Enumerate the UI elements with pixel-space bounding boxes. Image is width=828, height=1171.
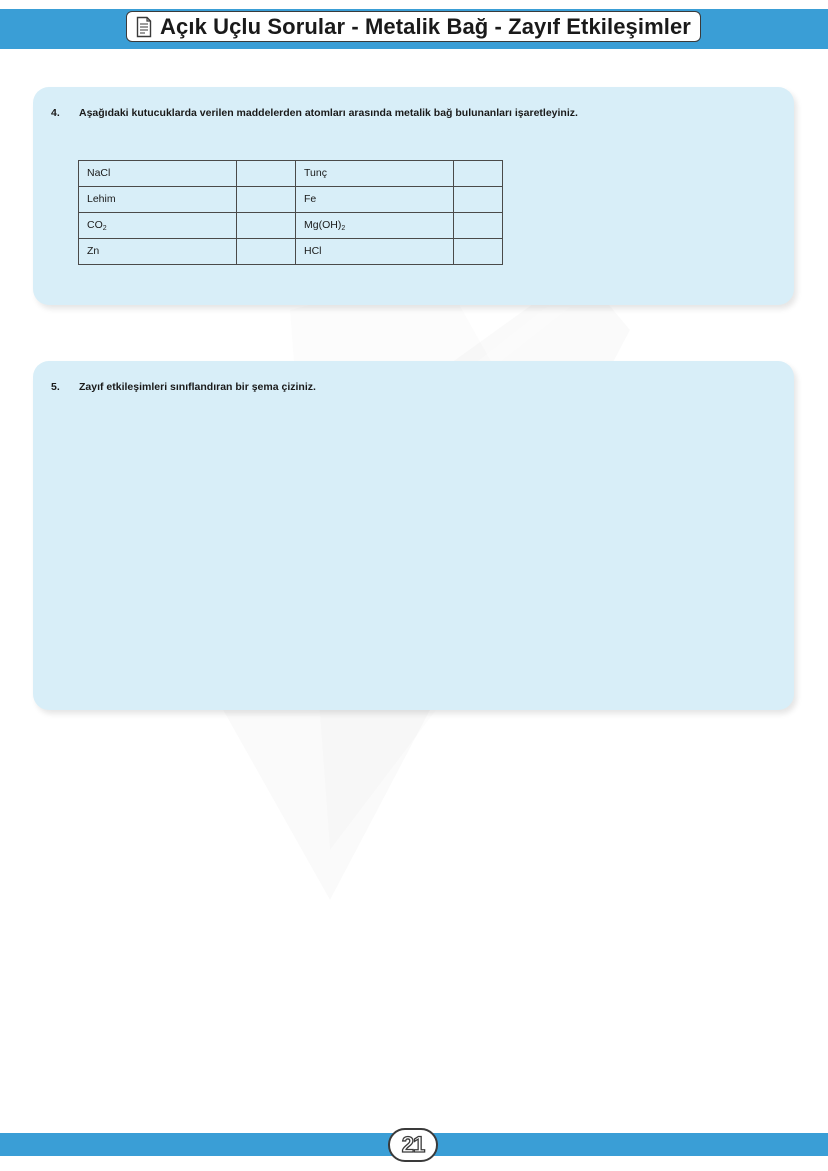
table-row xyxy=(79,161,503,187)
answer-checkbox[interactable] xyxy=(454,239,503,265)
document-icon xyxy=(136,16,152,38)
answer-checkbox[interactable] xyxy=(454,161,503,187)
question-4-text xyxy=(51,107,578,119)
page-number: 21 xyxy=(401,1132,425,1157)
substance-cell: $Mg(OH)_2$ xyxy=(296,213,454,239)
answer-checkbox[interactable] xyxy=(454,187,503,213)
table-row xyxy=(79,213,503,239)
table-row xyxy=(79,239,503,265)
answer-checkbox[interactable] xyxy=(237,161,296,187)
question-5-prompt: Zayıf etkileşimleri sınıflandıran bir şema çiziniz. xyxy=(79,381,316,393)
answer-checkbox[interactable] xyxy=(237,239,296,265)
question-5-panel xyxy=(33,361,794,710)
question-4-number: 4. xyxy=(51,107,60,119)
substance-cell: NaCl xyxy=(79,161,237,187)
page-title: Açık Uçlu Sorular - Metalik Bağ - Zayıf Etkileşimler xyxy=(160,13,691,39)
substance-cell: $CO_2$ xyxy=(79,213,237,239)
substance-cell: Lehim xyxy=(79,187,237,213)
answer-checkbox[interactable] xyxy=(454,213,503,239)
table-row xyxy=(79,187,503,213)
page-number-badge xyxy=(388,1128,438,1162)
substance-cell: Fe xyxy=(296,187,454,213)
substance-cell: Tunç xyxy=(296,161,454,187)
question-5-number: 5. xyxy=(51,381,60,393)
question-5-text xyxy=(51,381,316,393)
answer-checkbox[interactable] xyxy=(237,213,296,239)
question-4-prompt: Aşağıdaki kutucuklarda verilen maddelerden atomları arasında metalik bağ bulunanları işaretleyiniz. xyxy=(79,107,578,119)
answer-checkbox[interactable] xyxy=(237,187,296,213)
metallic-bond-table xyxy=(78,160,503,265)
substance-cell: Zn xyxy=(79,239,237,265)
substance-cell: HCl xyxy=(296,239,454,265)
page-title-box xyxy=(126,11,701,42)
